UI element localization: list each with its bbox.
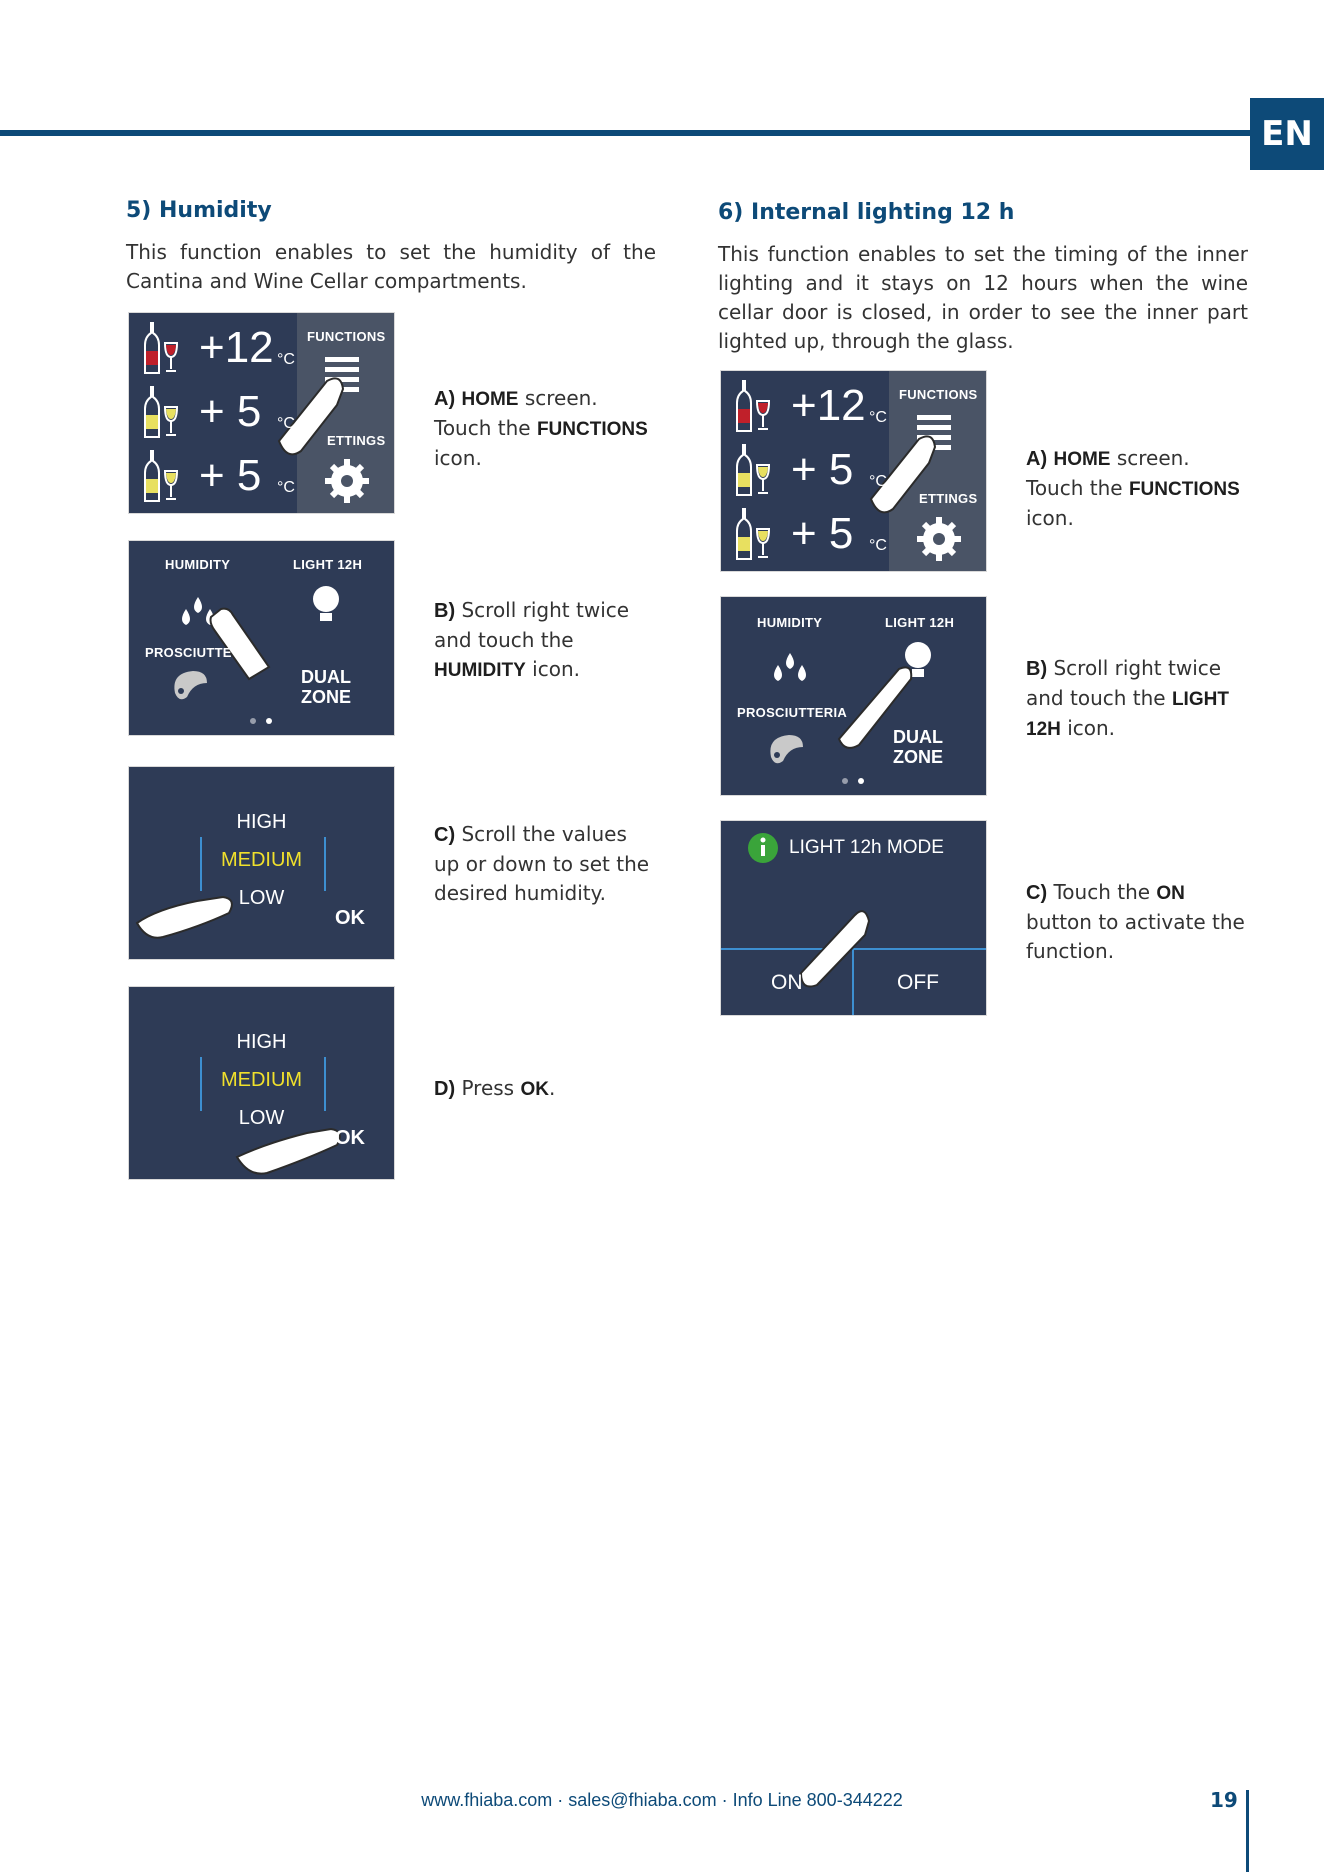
humidity-select-screen [128,766,395,960]
temp-zone-1: +12 [199,323,274,372]
unit-1: °C [277,351,295,368]
step-c-humidity: C) Scroll the values up or down to set the desired humidity. [434,822,650,905]
home-screen [720,370,987,572]
finger-pointer-icon [237,1129,340,1174]
humidity-medium-option[interactable]: MEDIUM [220,849,303,871]
humidity-high-option[interactable]: HIGH [236,1031,287,1053]
functions-menu-screen [128,540,395,736]
prosciutteria-menu-label: PROSCIUTTE [145,645,232,660]
unit-2: °C [277,415,295,432]
unit-3: °C [869,537,887,554]
finger-pointer-icon [211,609,270,679]
settings-label: ETTINGS [327,433,386,448]
humidity-low-option[interactable]: LOW [238,1107,285,1129]
prosciutteria-menu-label: PROSCIUTTERIA [737,705,848,720]
header-rule [0,130,1252,136]
dual-label: DUAL [893,727,943,747]
step-d-humidity: D) Press OK. [434,1076,556,1100]
step-b-humidity: B) Scroll right twice and touch the HUMIDITY icon. [434,598,630,681]
functions-label: FUNCTIONS [307,329,386,344]
functions-menu-screen [720,596,987,796]
home-screen [128,312,395,514]
on-button[interactable]: ON [771,971,803,994]
light-menu-label: LIGHT 12H [885,615,955,630]
light-mode-title: LIGHT 12h MODE [789,837,944,858]
language-badge: EN [1250,98,1324,170]
temp-zone-2: + 5 [199,387,262,436]
functions-label: FUNCTIONS [899,387,978,402]
zone-label: ZONE [301,687,352,707]
humidity-menu-label: HUMIDITY [165,557,231,572]
humidity-high-option[interactable]: HIGH [236,811,287,833]
humidity-intro: This function enables to set the humidity of the Cantina and Wine Cellar compartments. [126,240,656,293]
temp-zone-3: + 5 [199,451,262,500]
page-bar [1246,1790,1249,1872]
light-menu-label: LIGHT 12H [293,557,363,572]
step-c-lighting: C) Touch the ON button to activate the function. [1026,880,1245,963]
settings-label: ETTINGS [919,491,978,506]
light-mode-screen [720,820,987,1016]
temp-zone-1: +12 [791,381,866,430]
humidity-menu-label: HUMIDITY [757,615,823,630]
section-title-lighting: 6) Internal lighting 12 h [718,200,1015,225]
step-b-lighting: B) Scroll right twice and touch the LIGHT 12H icon. [1026,656,1229,740]
step-a-lighting: A) HOME screen. Touch the FUNCTIONS icon. [1026,446,1240,530]
temp-zone-2: + 5 [791,445,854,494]
humidity-medium-option[interactable]: MEDIUM [220,1069,303,1091]
humidity-confirm-screen [128,986,395,1180]
dual-label: DUAL [301,667,351,687]
footer-contact: www.fhiaba.com · sales@fhiaba.com · Info Line 800-344222 [421,1790,903,1810]
temp-zone-3: + 5 [791,509,854,558]
off-button[interactable]: OFF [897,971,939,994]
page-number: 19 [1210,1788,1238,1812]
unit-1: °C [869,409,887,426]
lighting-intro: This function enables to set the timing of the inner lighting and it stays on 12 hours when the wine cellar door is closed, in order to see the inner part lighted up, through the glass. [718,242,1248,353]
ok-button[interactable]: OK [335,907,365,929]
unit-2: °C [869,473,887,490]
ok-button[interactable]: OK [335,1127,365,1149]
step-a-humidity: A) HOME screen. Touch the FUNCTIONS icon. [434,386,648,470]
section-title-humidity: 5) Humidity [126,198,272,223]
unit-3: °C [277,479,295,496]
zone-label: ZONE [893,747,944,767]
humidity-low-option[interactable]: LOW [238,887,285,909]
